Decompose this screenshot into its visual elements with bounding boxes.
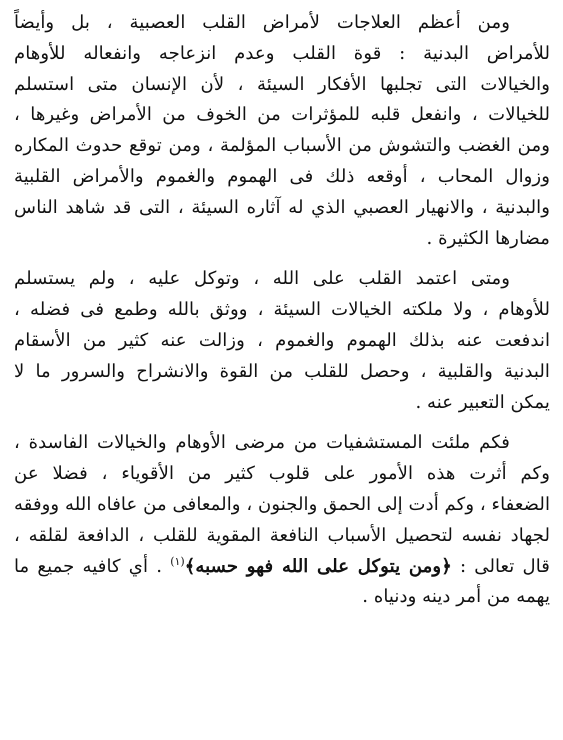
document-page (14, 8, 550, 623)
text-line: للأمراض البدنية : قوة القلب وعدم انزعاجه وانفعاله للأوهام (14, 42, 550, 64)
text-line: يهمه من أمر دينه ودنياه . (362, 586, 550, 608)
footnote-reference: (١) (170, 554, 185, 568)
text-line: ومن الغضب والتشوش من الأسباب المؤلمة ، ومن توقع حدوث المكاره (14, 135, 550, 157)
text-line: ومتى اعتمد القلب على الله ، وتوكل عليه ، ولم يستسلم (14, 268, 510, 290)
text-line: لجهاد نفسه لتحصيل الأسباب النافعة المقوية للقلب ، الدافعة لقلقه ، (14, 524, 550, 546)
quran-verse: ﴿ومن يتوكل على الله فهو حسبه﴾ (184, 555, 452, 577)
paragraph-2 (14, 264, 550, 418)
text-line: البدنية والقلبية ، وحصل للقلب من القوة والانشراح والسرور ما لا (14, 360, 550, 382)
text-line: والخيالات التى تجلبها الأفكار السيئة ، لأن الإنسان متى استسلم (14, 73, 550, 95)
text-line: للخيالات ، وانفعل قلبه للمؤثرات من الخوف من الأمراض وغيرها ، (14, 104, 550, 126)
text-line: وكم أثرت هذه الأمور على قلوب كثير من الأقوياء ، فضلا عن (14, 463, 550, 485)
text-line: الضعفاء ، وكم أدت إلى الحمق والجنون ، والمعافى من عافاه الله ووفقه (14, 493, 550, 515)
text-line: مضارها الكثيرة . (426, 227, 550, 249)
text-line: والبدنية ، والانهيار العصبي الذي له آثاره السيئة ، التى قد شاهد الناس (14, 196, 550, 218)
text-line: فكم ملئت المستشفيات من مرضى الأوهام والخيالات الفاسدة ، (14, 432, 510, 454)
text-line: للأوهام ، ولا ملكته الخيالات السيئة ، ووثق بالله وطمع فى فضله ، (14, 299, 550, 321)
text-line: وزوال المحاب ، أوقعه ذلك فى الهموم والغموم والأمراض القلبية (14, 165, 550, 187)
paragraph-1 (14, 8, 550, 254)
verse-suffix: . أي كافيه جميع ما (14, 555, 163, 577)
verse-line (14, 552, 550, 583)
paragraph-3 (14, 428, 550, 613)
verse-prefix: قال تعالى : (460, 555, 550, 577)
text-line: يمكن التعبير عنه . (415, 391, 550, 413)
text-line: ومن أعظم العلاجات لأمراض القلب العصبية ، بل وأيضاً (14, 12, 510, 33)
text-line: اندفعت عنه بذلك الهموم والغموم ، وزالت عنه كثير من الأسقام (14, 329, 550, 351)
